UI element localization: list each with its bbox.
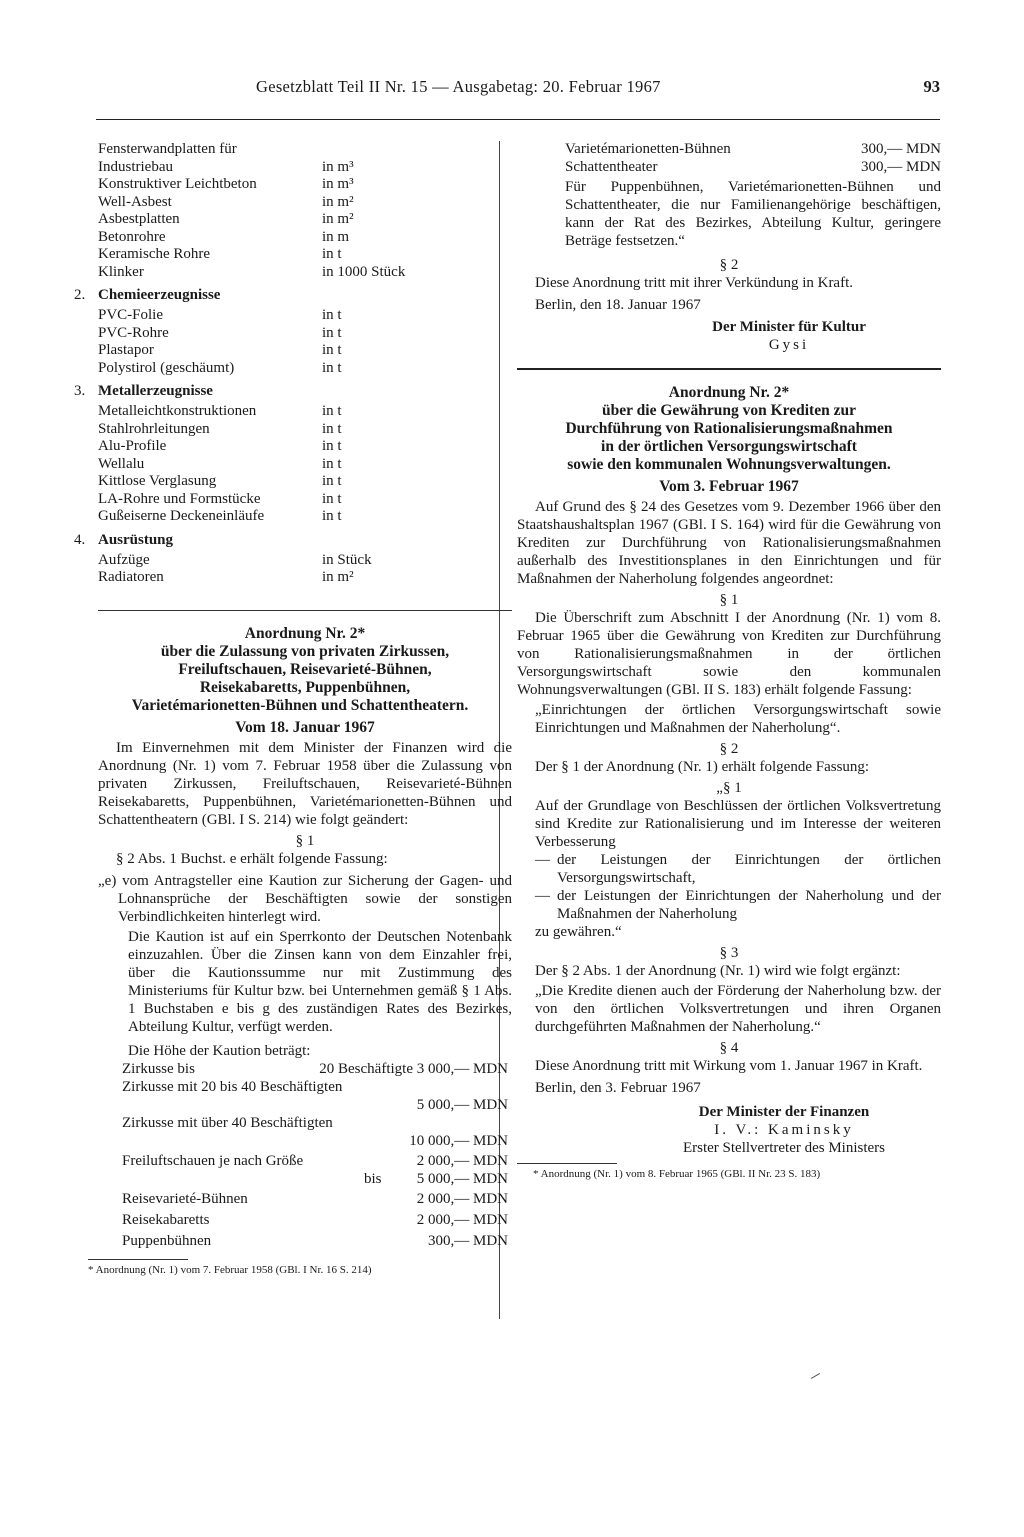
quoted-text: Auf der Grundlage von Beschlüssen der örtlichen Volksvertretung sind Kredite zur Rationalisierung und im Interesse der weiteren Verbesserung <box>535 798 941 850</box>
place-date: Berlin, den 18. Januar 1967 <box>535 297 701 313</box>
quoted-text: „Die Kredite dienen auch der Förderung der Naherholung bzw. der von den örtlichen Volksvertretungen und ihren Organen durchgeführten Maßnahmen der Naherholung.“ <box>535 983 941 1035</box>
material-row: Aufzüge in Stück <box>98 551 372 568</box>
ordinance-title: Anordnung Nr. 2* über die Zulassung von privaten Zirkussen, Freiluftschauen, Reisevarieté-Bühnen, Reisekabaretts, Puppenbühnen, Varietémarionetten-Bühnen und Schattentheatern. <box>131 624 469 714</box>
kaution-row: Reisevarieté-Bühnen 2 000,— MDN <box>122 1190 508 1207</box>
page-number: 93 <box>923 77 940 96</box>
paragraph-text: Der § 2 Abs. 1 der Anordnung (Nr. 1) wird wie folgt ergänzt: <box>535 963 901 979</box>
material-row: Betonrohre in m <box>98 228 350 245</box>
left-column <box>62 140 512 1277</box>
kaution-row: Zirkusse bis 20 Beschäftigte 3 000,— MDN <box>122 1060 508 1077</box>
minister-title: Der Minister der Finanzen <box>698 1104 870 1120</box>
material-row: Well-Asbest in m² <box>98 193 354 210</box>
kaution-heading: Die Höhe der Kaution beträgt: <box>128 1042 311 1059</box>
paragraph-heading: § 1 <box>295 832 315 849</box>
minister-title: Der Minister für Kultur <box>712 319 866 335</box>
ordinance-date: Vom 3. Februar 1967 <box>659 478 799 495</box>
right-column <box>517 140 941 1181</box>
kaution-row: Reisekabaretts 2 000,— MDN <box>122 1211 508 1228</box>
pencil-mark <box>811 1373 823 1384</box>
minister-name: Gysi <box>768 337 810 353</box>
paragraph-heading: § 2 <box>719 257 739 273</box>
kaution-row: Freiluftschauen je nach Größe 2 000,— MDN bis 5 000,— MDN <box>122 1152 508 1187</box>
list-item: — der Leistungen der Einrichtungen der örtlichen Versorgungswirtschaft, <box>535 852 941 886</box>
minister-role: Erster Stellvertreter des Ministers <box>682 1140 886 1156</box>
paragraph-text: Die Überschrift zum Abschnitt I der Anordnung (Nr. 1) vom 8. Februar 1965 über die Gewährung von Krediten zur Durchführung von Rationalisierungsmaßnahmen in der örtlichen Versorgungswirtschaft sowie den kommunalen Wohnungsverwaltungen (GBl. II S. 183) erhält folgende Fassung: <box>517 610 941 698</box>
quoted-text-end: zu gewähren.“ <box>535 924 622 940</box>
footnote: * Anordnung (Nr. 1) vom 8. Februar 1965 (GBl. II Nr. 23 S. 183) <box>533 1168 821 1180</box>
paragraph-heading: § 3 <box>719 945 739 961</box>
material-row: Kittlose Verglasung in t <box>98 473 342 489</box>
quoted-text: „Einrichtungen der örtlichen Versorgungswirtschaft sowie Einrichtungen und Maßnahmen der Naherholung“. <box>535 702 941 736</box>
material-row: Metalleichtkonstruktionen in t <box>98 403 342 419</box>
list-item: — der Leistungen der Einrichtungen der Naherholung und der Maßnahmen der Naherholung <box>535 888 941 922</box>
material-row: Alu-Profile in t <box>98 438 342 454</box>
material-row: Asbestplatten in m² <box>98 211 354 227</box>
paragraph-text: Der § 1 der Anordnung (Nr. 1) erhält folgende Fassung: <box>535 759 870 775</box>
material-row: Plastapor in t <box>98 342 342 358</box>
material-row: PVC-Rohre in t <box>98 324 342 341</box>
ordinance-intro: Auf Grund des § 24 des Gesetzes vom 9. Dezember 1966 über den Staatshaushaltsplan 1967 (GBl. I S. 164) wird für die Gewährung von Krediten zur Durchführung von Rationalisierungsmaßnahmen außerhalb des Investitionsplanes in den Einrichtungen und für Maßnahmen der Naherholung folgendes angeordnet: <box>517 499 941 587</box>
materials-intro: Fensterwandplatten für <box>98 141 237 157</box>
material-row: Konstruktiver Leichtbeton in m³ <box>98 176 354 192</box>
section-rule <box>98 610 512 611</box>
page-header <box>96 78 940 102</box>
material-row: Polystirol (geschäumt) in t <box>98 359 342 376</box>
category-heading: 4. Ausrüstung <box>74 531 174 548</box>
kaution-continued <box>565 140 941 178</box>
clause-e: „e) vom Antragsteller eine Kaution zur Sicherung der Gagen- und Lohnansprüche der Beschäftigten sowie der sonstigen Verbindlichkeiten hinterlegt wird. <box>98 872 512 925</box>
category-heading: 2. Chemieerzeugnisse <box>74 287 221 303</box>
kaution-row: Zirkusse mit 20 bis 40 Beschäftigten 5 000,— MDN <box>122 1078 508 1113</box>
material-row: Stahlrohrleitungen in t <box>98 420 342 437</box>
puppen-text: Für Puppenbühnen, Varietémarionetten-Bühnen und Schattentheater, die nur Familienangehörige beschäftigen, kann der Rat des Bezirkes, Abteilung Kultur, geringere Beträge festsetzen.“ <box>565 179 941 249</box>
kaution-text: Die Kaution ist auf ein Sperrkonto der Deutschen Notenbank einzuzahlen. Über die Zinsen kann von dem Einzahler frei, über die Kautionssumme nur mit Zustimmung des Ministeriums für Kultur bzw. bei Unternehmen gemäß § 1 Abs. 1 Buchstaben e bis g des zuständigen Rates des Bezirkes, Abteilung Kultur, verfügt werden. <box>128 928 512 1035</box>
material-row: LA-Rohre und Formstücke in t <box>98 490 342 507</box>
material-row: Keramische Rohre in t <box>98 246 342 262</box>
kaution-row: Puppenbühnen 300,— MDN <box>122 1232 508 1249</box>
material-row: Klinker in 1000 Stück <box>98 263 406 280</box>
paragraph-heading: § 1 <box>719 592 739 608</box>
paragraph-heading: § 4 <box>719 1040 739 1056</box>
paragraph-text: § 2 Abs. 1 Buchst. e erhält folgende Fassung: <box>116 850 388 867</box>
paragraph-text: Diese Anordnung tritt mit ihrer Verkündung in Kraft. <box>535 275 854 291</box>
header-title: Gesetzblatt Teil II Nr. 15 — Ausgabetag: 20. Februar 1967 <box>256 77 661 96</box>
materials-group-1 <box>62 158 490 281</box>
kredit-ordinance <box>517 384 941 1157</box>
footnote-rule <box>88 1259 188 1260</box>
footnote: * Anordnung (Nr. 1) vom 7. Februar 1958 (GBl. I Nr. 16 S. 214) <box>88 1263 372 1276</box>
kaution-row: Varietémarionetten-Bühnen 300,— MDN <box>565 141 941 157</box>
header-rule <box>96 119 940 120</box>
kaution-row: Schattentheater 300,— MDN <box>565 159 941 175</box>
minister-name: I. V.: Kaminsky <box>714 1122 854 1138</box>
paragraph-heading: „§ 1 <box>716 780 742 796</box>
paragraph-heading: § 2 <box>719 741 739 757</box>
place-date: Berlin, den 3. Februar 1967 <box>535 1080 701 1096</box>
kaution-table <box>122 1060 508 1253</box>
zirkus-ordinance <box>98 625 512 1253</box>
material-row: Radiatoren in m² <box>98 569 354 585</box>
section-rule <box>517 368 941 370</box>
category-heading: 3. Metallerzeugnisse <box>74 383 213 399</box>
material-row: Wellalu in t <box>98 455 342 472</box>
material-row: Gußeiserne Deckeneinläufe in t <box>98 508 342 524</box>
ordinance-title: Anordnung Nr. 2* über die Gewährung von Krediten zur Durchführung von Rationalisierungsmaßnahmen in der örtlichen Versorgungswirtschaft sowie den kommunalen Wohnungsverwaltungen. <box>565 384 893 473</box>
paragraph-text: Diese Anordnung tritt mit Wirkung vom 1. Januar 1967 in Kraft. <box>535 1058 923 1074</box>
ordinance-intro: Im Einvernehmen mit dem Minister der Finanzen wird die Anordnung (Nr. 1) vom 7. Februar 1958 über die Zulassung von privaten Zirkussen, Freiluftschauen, Reisevarieté-Bühnen Reisekabaretts, Puppenbühnen, Varietémarionetten-Bühnen und Schattentheatern (GBl. I S. 214) wie folgt geändert: <box>98 739 512 828</box>
footnote-rule <box>517 1163 617 1164</box>
material-row: PVC-Folie in t <box>98 307 342 323</box>
material-row: Industriebau in m³ <box>98 158 354 175</box>
ordinance-date: Vom 18. Januar 1967 <box>235 718 375 736</box>
kaution-row: Zirkusse mit über 40 Beschäftigten 10 000,— MDN <box>122 1114 508 1149</box>
